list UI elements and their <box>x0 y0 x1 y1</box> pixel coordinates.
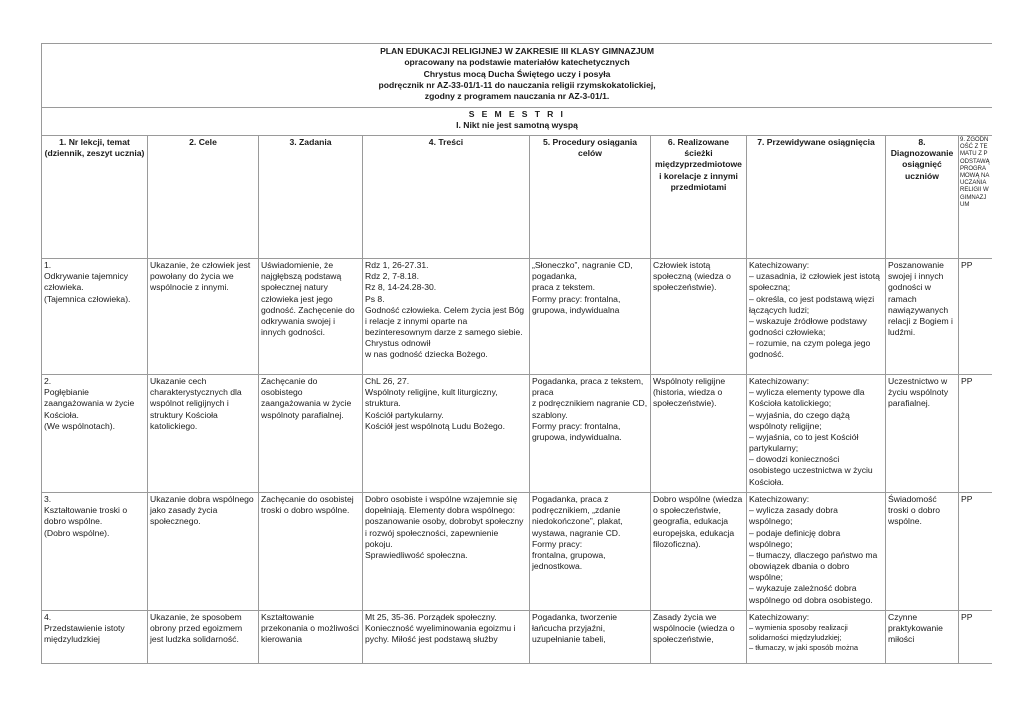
cell-line: w nas godność dziecka Bożego. <box>365 349 488 360</box>
table-row <box>42 493 993 611</box>
cell-line: – tłumaczy, w jaki sposób można <box>749 642 859 652</box>
cell-line: PP <box>961 612 973 622</box>
cell-goals <box>148 375 259 493</box>
cell-line: PP <box>961 494 973 504</box>
cell-line: Kościół jest wspólnotą Ludu Bożego. <box>365 420 505 431</box>
cell-line: praca z tekstem. <box>532 282 596 293</box>
column-header-6: 6. Realizowane ścieżki międzyprzedmiotowe i korelacje z innymi przedmiotami <box>651 136 747 259</box>
cell-line: Ukazanie cech charakterystycznych dla wspólnot religijnych i struktury Kościoła katolickiego. <box>150 376 242 431</box>
cell-line: Katechizowany: <box>749 494 810 504</box>
cell-line: – wskazuje źródłowe podstawy godności człowieka; <box>749 315 867 338</box>
semester-block <box>42 108 993 136</box>
cell-line: 3. <box>44 494 52 504</box>
cell-compliance <box>959 259 993 375</box>
cell-lesson-topic <box>42 611 148 664</box>
cell-content <box>363 611 530 664</box>
cell-line: Rz 8, 14-24.28-30. <box>365 282 437 293</box>
plan-textbook-number: podręcznik nr AZ-33-01/1-11 do nauczania religii rzymskokatolickiej, <box>378 80 656 91</box>
cell-tasks <box>259 259 363 375</box>
cell-tasks <box>259 375 363 493</box>
cell-line: – rozumie, na czym polega jego godność. <box>749 338 871 360</box>
cell-line: Katechizowany: <box>749 612 810 622</box>
cell-line: Pogadanka, tworzenie łańcucha przyjaźni, uzupełnianie tabeli, <box>532 612 618 645</box>
cell-diagnosis <box>886 375 959 493</box>
table-row <box>42 375 993 493</box>
cell-line: 4. <box>44 612 52 622</box>
document-page <box>41 43 992 724</box>
cell-goals <box>148 611 259 664</box>
column-header-2: 2. Cele <box>148 136 259 259</box>
cell-line: Kościół partykularny. <box>365 409 444 420</box>
cell-line: (We wspólnotach). <box>44 420 116 431</box>
cell-line: PP <box>961 260 973 270</box>
cell-line: Godność człowieka. Celem życia jest Bóg i relacje z innymi oparte na bezinteresownym darze z samego siebie. Chrystus odnowił <box>365 304 525 349</box>
plan-materials-name: Chrystus mocą Ducha Świętego uczy i posyła <box>423 68 611 79</box>
cell-line: Pogadanka, praca z tekstem, praca <box>532 376 644 398</box>
cell-line: 1. <box>44 260 52 270</box>
cell-cross-curricular <box>651 375 747 493</box>
cell-content <box>363 259 530 375</box>
cell-line: Kształtowanie przekonania o możliwości kierowania <box>261 612 359 645</box>
cell-procedures <box>530 259 651 375</box>
cell-cross-curricular <box>651 493 747 611</box>
cell-line: – wykazuje zależność dobra wspólnego od dobra osobistego. <box>749 583 873 605</box>
cell-line: Ukazanie, że sposobem obrony przed egoizmem jest ludzka solidarność. <box>150 612 243 645</box>
cell-line: Zachęcanie do osobistego zaangażowania w życie wspólnoty parafialnej. <box>261 376 352 420</box>
cell-content <box>363 493 530 611</box>
plan-program-number: zgodny z programem nauczania nr AZ-3-01/1. <box>424 91 610 102</box>
column-header-9: 9. ZGODNOŚĆ Z TEMATU Z PODSTAWĄ PROGRAMOWĄ NAUCZANIA RELIGII W GIMNAZJUM <box>959 136 993 259</box>
cell-diagnosis <box>886 611 959 664</box>
cell-compliance <box>959 611 993 664</box>
cell-compliance <box>959 493 993 611</box>
cell-line: Dobro wspólne (wiedza o społeczeństwie, geografia, edukacja europejska, edukacja filozoficzna). <box>653 494 743 549</box>
cell-line: – dowodzi konieczności osobistego uczestnictwa w życiu Kościoła. <box>749 454 873 487</box>
cell-procedures <box>530 375 651 493</box>
cell-line: Kształtowanie troski o dobro wspólne. <box>44 505 128 527</box>
cell-diagnosis <box>886 259 959 375</box>
cell-line: Wspólnoty religijne (historia, wiedza o społeczeństwie). <box>653 376 726 409</box>
cell-line: – określa, co jest podstawą więzi łączących ludzi; <box>749 293 875 315</box>
cell-line: frontalna, grupowa, jednostkowa. <box>532 549 606 572</box>
cell-line: Rdz 1, 26-27.31. <box>365 260 429 270</box>
cell-expected-outcomes <box>747 375 886 493</box>
cell-line: ChL 26, 27. <box>365 376 410 386</box>
cell-line: Świadomość troski o dobro wspólne. <box>888 494 941 527</box>
cell-line: – tłumaczy, dlaczego państwo ma obowiązek dbania o dobro wspólne; <box>749 549 878 583</box>
cell-line: – wylicza elementy typowe dla Kościoła katolickiego; <box>749 387 865 409</box>
table-row <box>42 259 993 375</box>
cell-line: Wspólnoty religijne, kult liturgiczny, struktura. <box>365 387 498 409</box>
cell-line: – wylicza zasady dobra wspólnego; <box>749 505 838 527</box>
cell-line: Zasady życia we wspólnocie (wiedza o społeczeństwie, <box>653 612 735 645</box>
cell-line: Dobro osobiste i wspólne wzajemnie się dopełniają. Elementy dobra wspólnego: poszanowanie osoby, dobrobyt społeczny i rozwój społeczności, zapewnienie pokoju. <box>365 494 524 549</box>
cell-line: Katechizowany: <box>749 376 810 386</box>
cell-cross-curricular <box>651 259 747 375</box>
cell-line: Człowiek istotą społeczną (wiedza o społeczeństwie). <box>653 260 731 293</box>
column-header-3: 3. Zadania <box>259 136 363 259</box>
cell-line: – podaje definicję dobra wspólnego; <box>749 527 841 549</box>
cell-expected-outcomes <box>747 259 886 375</box>
cell-line: Pogłębianie zaangażowania w życie Kościoła. <box>44 387 135 420</box>
plan-subtitle: opracowany na podstawie materiałów katechetycznych <box>404 57 630 68</box>
cell-expected-outcomes <box>747 493 886 611</box>
cell-line: „Słoneczko”, nagranie CD, pogadanka, <box>532 260 633 282</box>
cell-line: Odkrywanie tajemnicy człowieka. <box>44 271 129 293</box>
cell-line: (Tajemnica człowieka). <box>44 293 131 304</box>
cell-line: Formy pracy: <box>532 538 583 549</box>
cell-line: Mt 25, 35-36. Porządek społeczny. Konieczność wyeliminowania egoizmu i pychy. Miłość jest podstawą służby <box>365 612 516 645</box>
cell-line: – wyjaśnia, co to jest Kościół partykularny; <box>749 431 859 454</box>
unit-title: I. Nikt nie jest samotną wyspą <box>456 120 578 131</box>
column-header-1: 1. Nr lekcji, temat (dziennik, zeszyt ucznia) <box>42 136 148 259</box>
cell-line: z podręcznikiem nagranie CD, szablony. <box>532 398 648 420</box>
cell-diagnosis <box>886 493 959 611</box>
cell-content <box>363 375 530 493</box>
cell-line: Formy pracy: frontalna, grupowa, indywidualna <box>532 293 621 315</box>
cell-tasks <box>259 611 363 664</box>
cell-procedures <box>530 493 651 611</box>
cell-lesson-topic <box>42 259 148 375</box>
cell-line: Czynne praktykowanie miłości <box>888 612 943 645</box>
cell-line: Ukazanie dobra wspólnego jako zasady życia społecznego. <box>150 494 254 527</box>
column-header-5: 5. Procedury osiągania celów <box>530 136 651 259</box>
column-header-7: 7. Przewidywane osiągnięcia <box>747 136 886 259</box>
cell-line: – wymienia sposoby realizacji solidarności międzyludzkiej; <box>749 623 848 642</box>
cell-line: – wyjaśnia, do czego dążą wspólnoty religijne; <box>749 409 850 431</box>
cell-line: Przedstawienie istoty międzyludzkiej <box>44 623 125 645</box>
cell-line: Formy pracy: frontalna, grupowa, indywidualna. <box>532 420 622 442</box>
plan-title: PLAN EDUKACJI RELIGIJNEJ W ZAKRESIE III KLASY GIMNAZJUM <box>380 46 654 56</box>
cell-procedures <box>530 611 651 664</box>
cell-cross-curricular <box>651 611 747 664</box>
cell-line: Ukazanie, że człowiek jest powołany do życia we wspólnocie z innymi. <box>150 260 251 293</box>
semester-label: S E M E S T R I <box>468 109 566 119</box>
cell-expected-outcomes <box>747 611 886 664</box>
cell-line: – uzasadnia, iż człowiek jest istotą społeczną; <box>749 271 880 293</box>
cell-line: Zachęcanie do osobistej troski o dobro wspólne. <box>261 494 354 516</box>
cell-line: Poszanowanie swojej i innych godności w ramach nawiązywanych relacji z Bogiem i ludźmi. <box>888 260 953 338</box>
cell-goals <box>148 259 259 375</box>
column-header-row <box>42 136 993 259</box>
cell-line: 2. <box>44 376 52 386</box>
cell-tasks <box>259 493 363 611</box>
cell-lesson-topic <box>42 493 148 611</box>
cell-lesson-topic <box>42 375 148 493</box>
plan-title-block <box>42 44 993 108</box>
cell-line: Katechizowany: <box>749 260 810 270</box>
cell-compliance <box>959 375 993 493</box>
cell-goals <box>148 493 259 611</box>
column-header-4: 4. Treści <box>363 136 530 259</box>
table-row <box>42 611 993 664</box>
cell-line: Ps 8. <box>365 293 385 304</box>
cell-line: Uczestnictwo w życiu wspólnoty parafialnej. <box>888 376 949 409</box>
cell-line: Sprawiedliwość społeczna. <box>365 549 468 560</box>
column-header-8: 8. Diagnozowanie osiągnięć uczniów <box>886 136 959 259</box>
cell-line: PP <box>961 376 973 386</box>
cell-line: (Dobro wspólne). <box>44 527 110 538</box>
cell-line: Uświadomienie, że najgłębszą podstawą społecznej natury człowieka jest jego godność. Zachęcenie do odkrywania swojej i innych godności. <box>261 260 355 338</box>
cell-line: Rdz 2, 7-8.18. <box>365 271 419 282</box>
education-plan-table <box>41 43 992 664</box>
cell-line: Pogadanka, praca z podręcznikiem, „zdanie niedokończone”, plakat, wystawa, nagranie CD. <box>532 494 623 538</box>
